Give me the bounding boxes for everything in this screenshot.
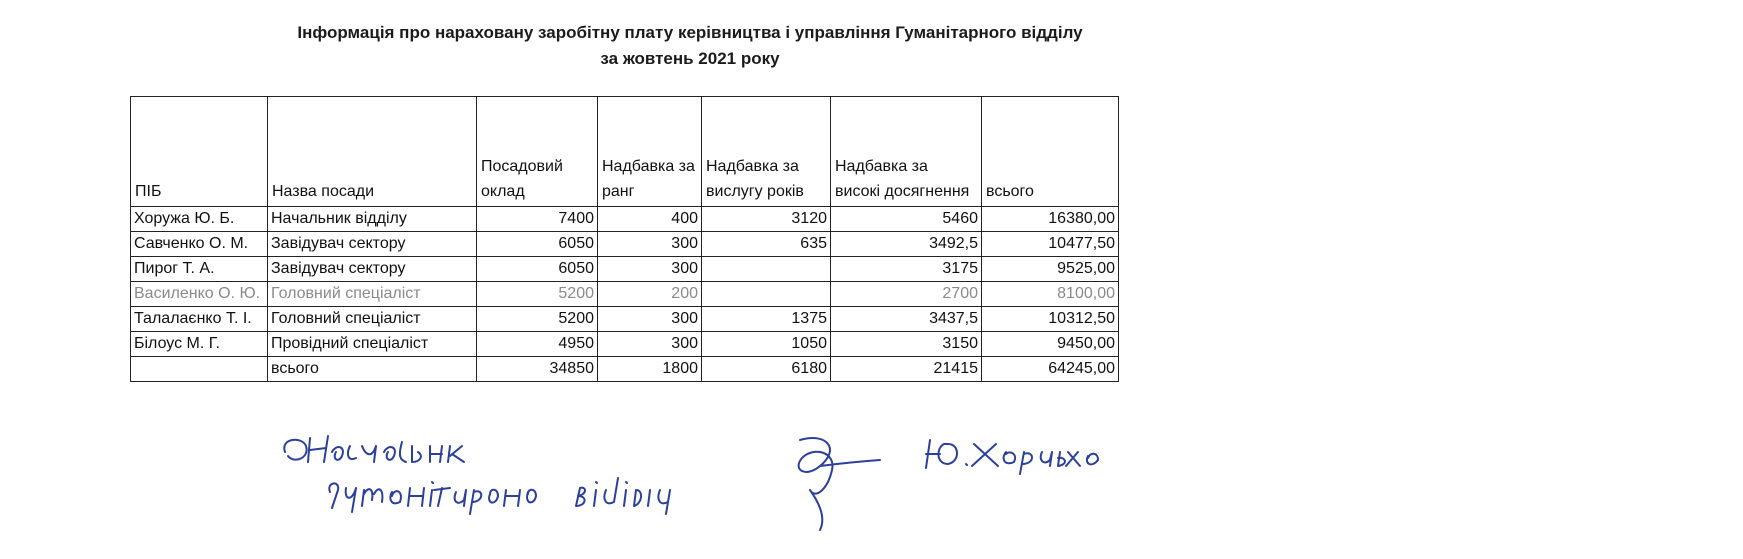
cell-achievement-bonus: 5460 (831, 207, 982, 232)
cell-rank-bonus: 200 (598, 282, 702, 307)
cell-base-salary: 5200 (477, 282, 598, 307)
cell-seniority-bonus: 1050 (702, 332, 831, 357)
cell-name: Василенко О. Ю. (131, 282, 268, 307)
table-header-row (131, 97, 1119, 207)
cell-position: Завідувач сектору (268, 257, 477, 282)
header-base-salary: Посадовий оклад (477, 97, 598, 207)
cell-seniority-bonus: 1375 (702, 307, 831, 332)
cell-total: 64245,00 (982, 357, 1119, 382)
header-name: ПІБ (131, 97, 268, 207)
cell-seniority-bonus (702, 257, 831, 282)
cell-achievement-bonus: 21415 (831, 357, 982, 382)
cell-position: всього (268, 357, 477, 382)
cell-base-salary: 4950 (477, 332, 598, 357)
cell-position: Завідувач сектору (268, 232, 477, 257)
header-achievement-bonus: Надбавка за високі досягнення (831, 97, 982, 207)
cell-name: Пирог Т. А. (131, 257, 268, 282)
table-row (131, 332, 1119, 357)
cell-name: Савченко О. М. (131, 232, 268, 257)
table-row (131, 282, 1119, 307)
cell-position: Головний спеціаліст (268, 282, 477, 307)
cell-base-salary: 7400 (477, 207, 598, 232)
cell-rank-bonus: 300 (598, 232, 702, 257)
cell-position: Начальник відділу (268, 207, 477, 232)
table-row (131, 307, 1119, 332)
cell-total: 16380,00 (982, 207, 1119, 232)
cell-total: 9450,00 (982, 332, 1119, 357)
cell-seniority-bonus (702, 282, 831, 307)
cell-achievement-bonus: 3175 (831, 257, 982, 282)
cell-rank-bonus: 300 (598, 257, 702, 282)
cell-base-salary: 5200 (477, 307, 598, 332)
handwritten-signature-block (280, 430, 1380, 545)
table-row (131, 257, 1119, 282)
cell-seniority-bonus: 3120 (702, 207, 831, 232)
cell-achievement-bonus: 3437,5 (831, 307, 982, 332)
title-line-2: за жовтень 2021 року (600, 49, 780, 68)
cell-base-salary: 34850 (477, 357, 598, 382)
cell-rank-bonus: 300 (598, 307, 702, 332)
cell-seniority-bonus: 635 (702, 232, 831, 257)
cell-seniority-bonus: 6180 (702, 357, 831, 382)
document-title (230, 20, 1150, 72)
cell-total: 9525,00 (982, 257, 1119, 282)
cell-rank-bonus: 400 (598, 207, 702, 232)
cell-position: Провідний спеціаліст (268, 332, 477, 357)
cell-name: Талалаєнко Т. І. (131, 307, 268, 332)
cell-rank-bonus: 300 (598, 332, 702, 357)
cell-rank-bonus: 1800 (598, 357, 702, 382)
cell-name (131, 357, 268, 382)
cell-achievement-bonus: 3492,5 (831, 232, 982, 257)
cell-achievement-bonus: 2700 (831, 282, 982, 307)
cell-total: 8100,00 (982, 282, 1119, 307)
header-rank-bonus: Надбавка за ранг (598, 97, 702, 207)
cell-position: Головний спеціаліст (268, 307, 477, 332)
header-position: Назва посади (268, 97, 477, 207)
cell-base-salary: 6050 (477, 257, 598, 282)
header-seniority-bonus: Надбавка за вислугу років (702, 97, 831, 207)
header-total: всього (982, 97, 1119, 207)
table-total-row (131, 357, 1119, 382)
cell-total: 10477,50 (982, 232, 1119, 257)
cell-achievement-bonus: 3150 (831, 332, 982, 357)
cell-total: 10312,50 (982, 307, 1119, 332)
salary-table (130, 96, 1119, 382)
table-row (131, 232, 1119, 257)
cell-base-salary: 6050 (477, 232, 598, 257)
cell-name: Білоус М. Г. (131, 332, 268, 357)
cell-name: Хоружа Ю. Б. (131, 207, 268, 232)
signature-drawing (280, 430, 1380, 545)
title-line-1: Інформація про нараховану заробітну плату керівництва і управління Гуманітарного відділу (297, 23, 1083, 42)
table-row (131, 207, 1119, 232)
